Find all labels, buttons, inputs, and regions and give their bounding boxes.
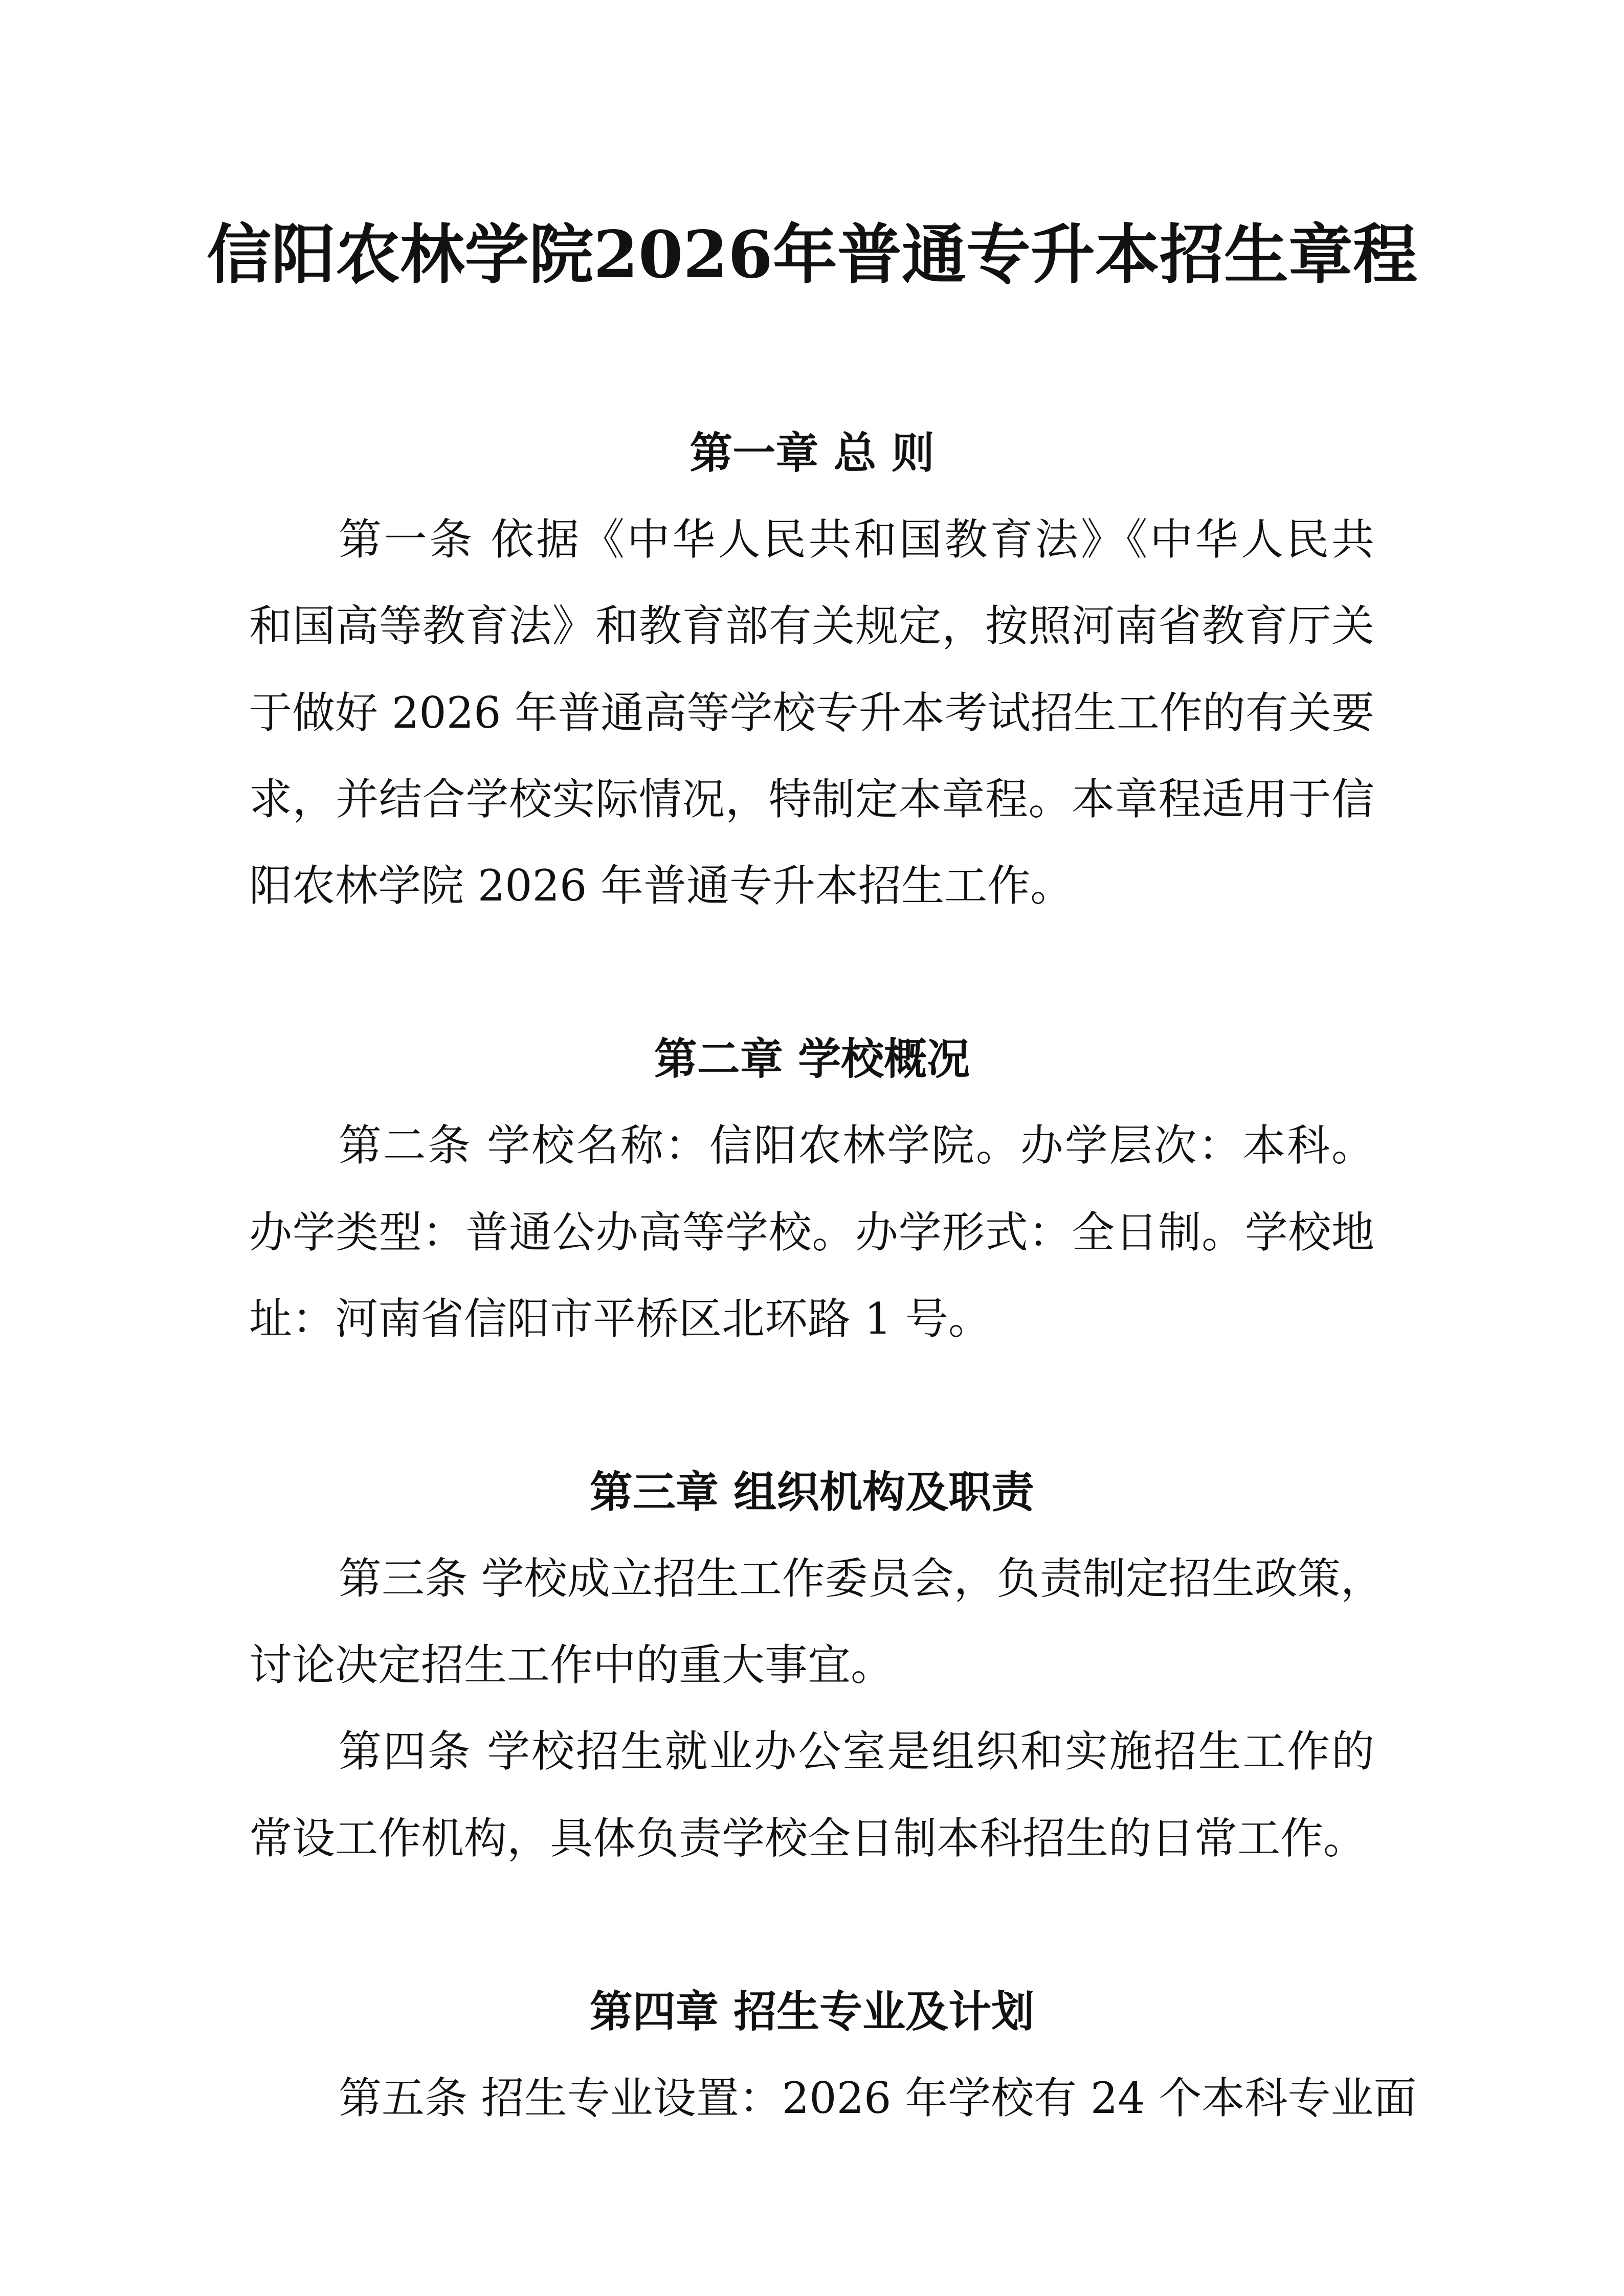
paragraph-line: 常设工作机构，具体负责学校全日制本科招生的日常工作。 bbox=[249, 1813, 1367, 1863]
chapter-heading: 第二章 学校概况 bbox=[654, 1034, 970, 1084]
paragraph-line: 讨论决定招生工作中的重大事宜。 bbox=[249, 1640, 894, 1690]
paragraph-line: 址：河南省信阳市平桥区北环路 1 号。 bbox=[249, 1294, 991, 1344]
paragraph-line: 求，并结合学校实际情况，特制定本章程。本章程适用于信 bbox=[249, 774, 1374, 824]
paragraph-line: 第二条 学校名称：信阳农林学院。办学层次：本科。 bbox=[339, 1120, 1374, 1170]
paragraph-line: 办学类型：普通公办高等学校。办学形式：全日制。学校地 bbox=[249, 1207, 1374, 1257]
chapter-heading: 第四章 招生专业及计划 bbox=[589, 1987, 1035, 2037]
chapter-heading: 第一章 总 则 bbox=[689, 428, 935, 478]
chapter-heading: 第三章 组织机构及职责 bbox=[589, 1467, 1035, 1517]
paragraph-line: 和国高等教育法》和教育部有关规定，按照河南省教育厅关 bbox=[249, 601, 1374, 651]
paragraph-line: 第四条 学校招生就业办公室是组织和实施招生工作的 bbox=[339, 1726, 1374, 1776]
paragraph-line: 第一条 依据《中华人民共和国教育法》《中华人民共 bbox=[339, 514, 1374, 565]
paragraph-line: 于做好 2026 年普通高等学校专升本考试招生工作的有关要 bbox=[249, 688, 1374, 738]
paragraph-line: 第三条 学校成立招生工作委员会，负责制定招生政策， bbox=[339, 1554, 1384, 1604]
document-title: 信阳农林学院2026年普通专升本招生章程 bbox=[207, 217, 1417, 292]
paragraph-line: 第五条 招生专业设置：2026 年学校有 24 个本科专业面 bbox=[339, 2073, 1417, 2123]
paragraph-line: 阳农林学院 2026 年普通专升本招生工作。 bbox=[249, 861, 1074, 911]
